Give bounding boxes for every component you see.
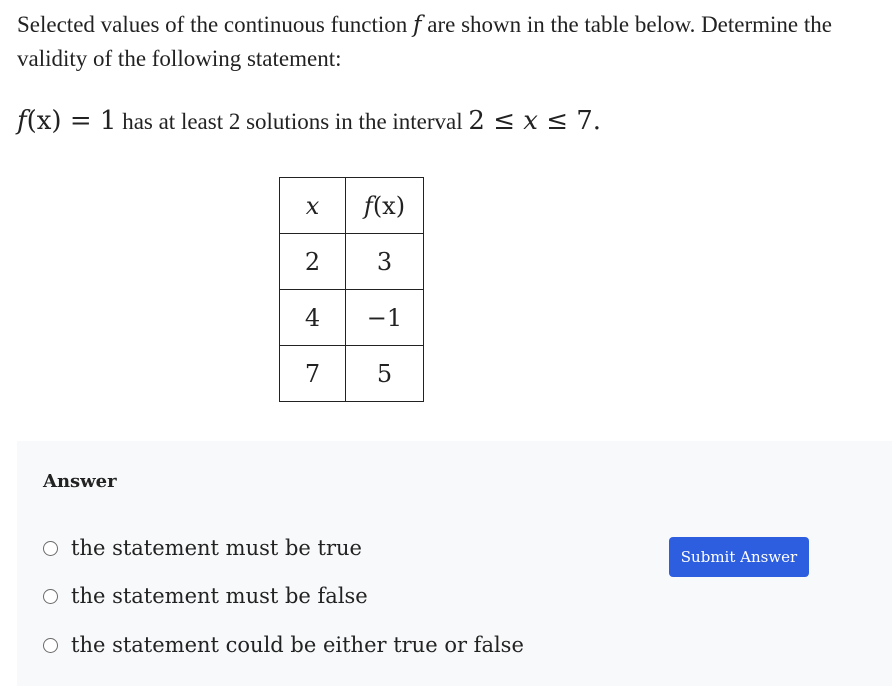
- question-text: [17, 8, 889, 76]
- table-row: [280, 290, 424, 346]
- statement-text: has at least 2 solutions in the interval: [116, 109, 469, 134]
- table-row: [280, 346, 424, 402]
- question-intro-after: are shown in the table below. Determine the validity of the following statement:: [17, 12, 832, 71]
- choice-label: the statement must be false: [71, 584, 368, 608]
- header-x-label: x: [305, 191, 320, 220]
- table-header-row: [280, 178, 424, 234]
- cell-fx: 5: [346, 346, 424, 402]
- cell-x: 7: [280, 346, 346, 402]
- header-fx-func: f: [363, 191, 373, 220]
- statement-arg: (x): [26, 106, 62, 136]
- submit-answer-button[interactable]: Submit Answer: [669, 537, 809, 577]
- table-row: [280, 234, 424, 290]
- choice-either[interactable]: [43, 633, 524, 657]
- header-fx-arg: (x): [372, 191, 406, 220]
- cell-fx: −1: [346, 290, 424, 346]
- statement-end: .: [592, 106, 602, 136]
- header-x: [280, 178, 346, 234]
- choice-label: the statement must be true: [71, 536, 362, 560]
- choice-must-be-true[interactable]: [43, 536, 362, 560]
- interval-var: x: [523, 106, 538, 136]
- cell-x: 2: [280, 234, 346, 290]
- answer-label: Answer: [43, 471, 117, 492]
- statement-interval: [468, 106, 601, 136]
- choice-label: the statement could be either true or false: [71, 633, 524, 657]
- cell-fx: 3: [346, 234, 424, 290]
- choice-must-be-false[interactable]: [43, 584, 368, 608]
- question-function-var: f: [413, 12, 422, 38]
- header-fx: [346, 178, 424, 234]
- statement: [17, 104, 601, 139]
- radio-button[interactable]: [43, 589, 58, 604]
- statement-func: f: [17, 106, 27, 136]
- statement-equation: [17, 106, 116, 136]
- statement-equals: = 1: [61, 106, 117, 136]
- radio-button[interactable]: [43, 638, 58, 653]
- answer-panel: [17, 441, 892, 686]
- interval-right: ≤ 7: [537, 106, 593, 136]
- radio-button[interactable]: [43, 541, 58, 556]
- cell-x: 4: [280, 290, 346, 346]
- interval-left: 2 ≤: [468, 106, 524, 136]
- question-intro-before: Selected values of the continuous function: [17, 12, 414, 37]
- values-table: [279, 177, 424, 402]
